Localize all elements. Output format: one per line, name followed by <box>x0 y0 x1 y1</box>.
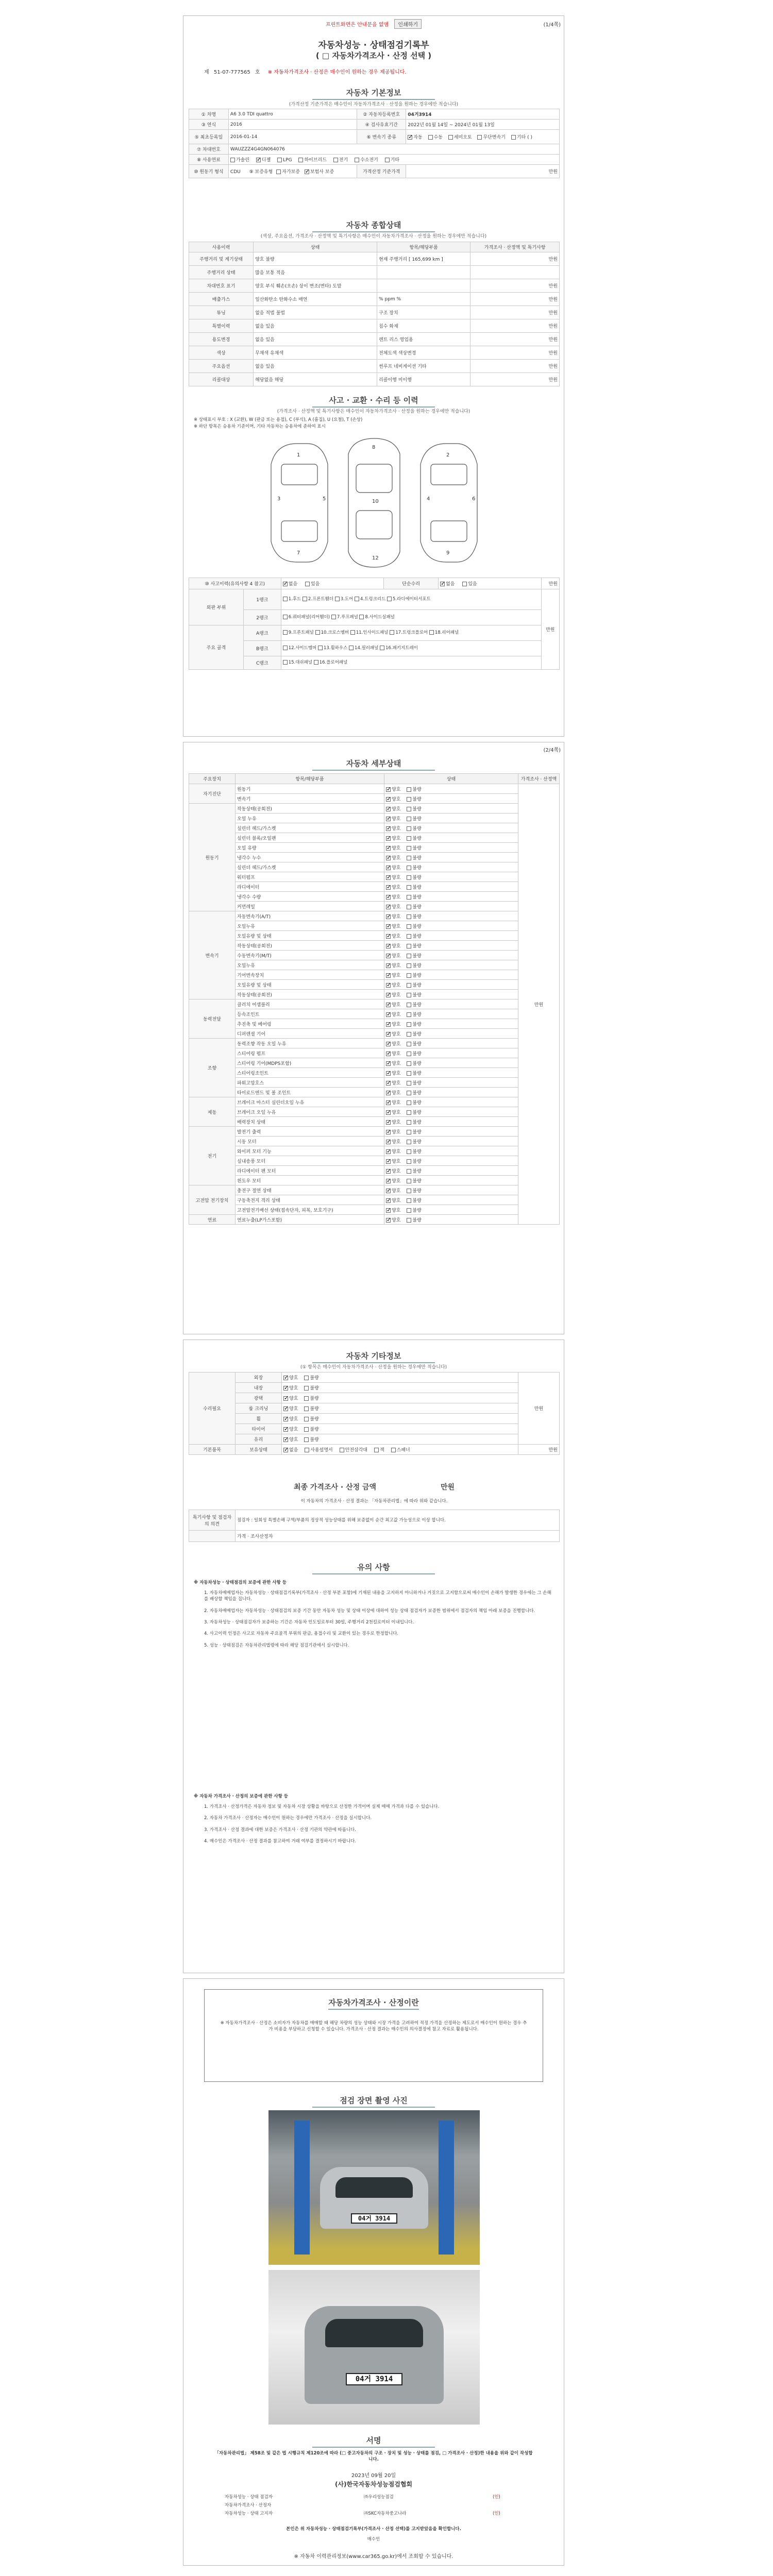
bad-checkbox[interactable] <box>407 885 411 890</box>
good-checkbox[interactable] <box>386 1208 391 1213</box>
etc-bad-checkbox[interactable] <box>304 1406 309 1411</box>
detail-row: 스티어링조인트 ✓ 양호 불량 <box>189 1068 560 1078</box>
good-checkbox[interactable] <box>386 1091 391 1095</box>
detail-row: 고전압 전기장치 충전구 절연 상태 ✓ 양호 불량 <box>189 1185 560 1195</box>
page-3 <box>183 1340 564 1973</box>
trans-manual-checkbox[interactable] <box>428 135 433 140</box>
sign-date: 2023년 09월 20일 <box>351 2473 396 2479</box>
detail-row: 실내송풍 모터 ✓ 양호 불량 <box>189 1156 560 1166</box>
fuel-diesel-checkbox[interactable] <box>256 158 261 162</box>
bad-checkbox[interactable] <box>407 1032 411 1037</box>
sign-company: (사)한국자동차성능점검협회 <box>334 2481 413 2488</box>
good-checkbox[interactable] <box>386 1012 391 1017</box>
trans-auto-checkbox[interactable] <box>408 135 412 140</box>
detail-heading: 자동차 세부상태 <box>312 758 435 771</box>
etc-good-checkbox[interactable] <box>283 1437 288 1442</box>
good-checkbox[interactable] <box>386 846 391 851</box>
b-rank-items: 12.사이드멤버 13.휠하우스 14.필러패널 16.패키지트레이 <box>281 641 541 656</box>
caution-item: 1. 자동차매매업자는 자동차성능 · 상태점검기록부(가격조사 · 산정 부분 포함)에 기재된 내용을 고지하지 아니하거나 거짓으로 고지함으로써 매수인이 손해가 발생한 경우에는 그 손해를 배상할 책임을 집니다. <box>204 1590 551 1602</box>
good-checkbox[interactable] <box>386 1198 391 1203</box>
bad-checkbox[interactable] <box>407 1042 411 1046</box>
warranty-self-checkbox[interactable] <box>276 170 281 174</box>
etc-bad-checkbox[interactable] <box>304 1376 309 1380</box>
general-row: 리콜대상 해당없음 해당 리콜이행 미이행 만원 <box>189 373 560 386</box>
warranty-ins-checkbox[interactable] <box>305 170 309 174</box>
detail-row: 제동 브레이크 마스터 실린더오일 누유 ✓ 양호 불량 <box>189 1097 560 1107</box>
page-title: 자동차성능 · 상태점검기록부 <box>318 40 429 50</box>
final-statement: 이 자동차의 가격조사 · 산정 결과는 「자동차관리법」에 따라 위와 같습니다. <box>300 1499 448 1504</box>
good-checkbox[interactable] <box>386 1169 391 1174</box>
good-checkbox[interactable] <box>386 954 391 958</box>
bad-checkbox[interactable] <box>407 1071 411 1076</box>
price-guide-box <box>204 1989 543 2082</box>
bad-checkbox[interactable] <box>407 1179 411 1183</box>
good-checkbox[interactable] <box>386 895 391 900</box>
good-checkbox[interactable] <box>386 905 391 909</box>
detail-row: 라디에이터 ✓ 양호 불량 <box>189 882 560 892</box>
svg-text:1: 1 <box>297 452 300 458</box>
svg-text:12: 12 <box>372 555 379 561</box>
trans-etc-checkbox[interactable] <box>511 135 516 140</box>
accident-price: 만원 <box>541 578 559 589</box>
good-checkbox[interactable] <box>386 1120 391 1125</box>
fuel-ev-checkbox[interactable] <box>333 158 338 162</box>
general-row: 주요옵션 없음 있음 썬루프 네비게이션 기타 만원 <box>189 360 560 373</box>
detail-row: 스티어링 기어(MDPS포함) ✓ 양호 불량 <box>189 1058 560 1068</box>
svg-text:2: 2 <box>446 452 450 458</box>
svg-text:10: 10 <box>372 499 379 504</box>
plate-1: 04거 3914 <box>351 2213 397 2224</box>
car-name: A6 3.0 TDI quattro <box>228 109 357 120</box>
bad-checkbox[interactable] <box>407 905 411 909</box>
page-number: (1/4쪽) <box>543 22 561 28</box>
fuel-h2-checkbox[interactable] <box>355 158 359 162</box>
good-checkbox[interactable] <box>386 1110 391 1115</box>
detail-row: 기어변속장치 ✓ 양호 불량 <box>189 970 560 980</box>
good-checkbox[interactable] <box>386 826 391 831</box>
general-row: 특별이력 없음 있음 침수 화재 만원 <box>189 319 560 333</box>
price-guide-heading: 자동차가격조사 · 산정이란 <box>328 1997 419 2010</box>
page-1 <box>183 15 564 737</box>
etc-good-checkbox[interactable] <box>283 1427 288 1432</box>
caution-item: 1. 가격조사 · 산정가격은 자동차 정보 및 자동차 시장 상황을 바탕으로 산정한 가격이며 실제 매매 가격과 다를 수 있습니다. <box>204 1804 440 1809</box>
good-checkbox[interactable] <box>386 1052 391 1056</box>
good-checkbox[interactable] <box>386 1140 391 1144</box>
bad-checkbox[interactable] <box>407 973 411 978</box>
final-heading: 최종 가격조사 · 산정 금액 <box>294 1483 377 1492</box>
detail-row: 실린더 헤드/가스켓 ✓ 양호 불량 <box>189 823 560 833</box>
good-checkbox[interactable] <box>386 1159 391 1164</box>
detail-row: 구동축전지 격리 상태 ✓ 양호 불량 <box>189 1195 560 1205</box>
print-notice: 프린트화면은 안내문을 없앰 <box>325 22 389 28</box>
inspect-period: 2022년 01월 14일 ~ 2024년 01월 13일 <box>406 120 560 130</box>
caution-item: 2. 자동차매매업자는 자동차성능 · 상태점검의 보증 기간 동안 자동차 성능 및 상태 이상에 대하여 성능 상태 점검자가 보증한 범위에서 점검자의 책임 아래 보증을 진행합니다. <box>204 1608 535 1614</box>
bad-checkbox[interactable] <box>407 846 411 851</box>
general-row: 배출가스 일산화탄소 탄화수소 매연 % ppm % 만원 <box>189 293 560 306</box>
general-row: 주행거리 및 계기상태 양호 불량 현재 주행거리 [ 165,699 km ] 만원 <box>189 252 560 266</box>
sign-confirm: 본인은 위 자동차성능 · 상태점검기록부(가격조사 · 산정 선택)를 고지받았음을 확인합니다. <box>286 2527 461 2532</box>
page-subtitle: ( □ 자동차가격조사 · 산정 선택 ) <box>315 51 432 60</box>
detail-row: 디퍼렌셜 기어 ✓ 양호 불량 <box>189 1029 560 1039</box>
general-row: 튜닝 없음 적법 불법 구조 장치 만원 <box>189 306 560 319</box>
detail-row: 브레이크 오일 누유 ✓ 양호 불량 <box>189 1107 560 1117</box>
etc-row: 룸 크리닝 ✓ 양호 불량 <box>189 1403 560 1414</box>
detail-row: 커먼레일 ✓ 양호 불량 <box>189 902 560 911</box>
svg-text:4: 4 <box>427 496 430 502</box>
basic-items-status: ✓ 없음 사용설명서 안전삼각대 잭 스패너 <box>282 1445 518 1455</box>
plate-2: 04거 3914 <box>346 2373 402 2385</box>
bad-checkbox[interactable] <box>407 1110 411 1115</box>
etc-row: 휠 ✓ 양호 불량 <box>189 1414 560 1424</box>
a-rank-items: 9.프론트패널 10.크로스멤버 11.인사이드패널 17.트렁크플로어 18.리어패널 <box>281 625 541 641</box>
bad-checkbox[interactable] <box>407 914 411 919</box>
bad-checkbox[interactable] <box>407 1189 411 1193</box>
outer-rank2-items: 6.쿼터패널(리어휀더) 7.루프패널 8.사이드실패널 <box>281 610 541 625</box>
bad-checkbox[interactable] <box>407 1169 411 1174</box>
transmission-options: ✓ 자동 수동 세미오토 무단변속기 기타 ( ) <box>406 130 560 144</box>
bad-checkbox[interactable] <box>407 787 411 792</box>
detail-row: 전기 발전기 출력 ✓ 양호 불량 <box>189 1127 560 1137</box>
general-row: 용도변경 없음 있음 렌트 리스 영업용 만원 <box>189 333 560 346</box>
good-checkbox[interactable] <box>386 797 391 802</box>
simple-yes-checkbox[interactable] <box>462 582 467 586</box>
accident-note: (가격조사 · 산정액 및 특기사항은 매수인이 자동차가격조사 · 산정을 원하는 경우에만 적습니다) <box>277 409 470 414</box>
engine-type: CDU ⑨ 보증유형 자가보증 ✓ 보험사 보증 <box>228 165 357 178</box>
inspector-name: ㈜우리성능점검 <box>364 2495 394 2500</box>
good-checkbox[interactable] <box>386 1218 391 1223</box>
detail-row: 오일유량 및 상태 ✓ 양호 불량 <box>189 980 560 990</box>
accident-none-checkbox[interactable] <box>283 582 288 586</box>
good-checkbox[interactable] <box>386 1130 391 1134</box>
bad-checkbox[interactable] <box>407 954 411 958</box>
bad-checkbox[interactable] <box>407 1208 411 1213</box>
caution-p2-title: ※ 자동차 가격조사 · 산정의 보증에 관한 사항 등 <box>194 1794 288 1799</box>
general-row: 주행거리 상태 많음 보통 적음 <box>189 266 560 279</box>
etc-good-checkbox[interactable] <box>283 1376 288 1380</box>
opinion-text: 점검자 : 일회성 특별손해 구역/부품의 정상적 성능상태를 위해 보증없이 순간 최고값 가능성으로 이상 합니다. <box>236 1510 560 1531</box>
good-checkbox[interactable] <box>386 944 391 948</box>
accident-legend: ※ 상태표시 부호 : X (교환), W (판금 또는 용접), C (부식), A (흠집), U (요철), T (손상) <box>194 417 363 422</box>
good-checkbox[interactable] <box>386 1081 391 1086</box>
caution-p2-list <box>204 1804 554 1850</box>
accident-table: ⑩ 사고이력(유의사항 4 참고) ✓ 없음 있음 단순수리 ✓ 없음 있음 만원 외판 부위 1랭크 1.후드 2.프론트휀더 3.도어 4.트렁크리드 5.라디에이터서포트 만원 2랭크 6.쿼터패널(리어휀더) 7.루프패널 8.사이드실패널 주요 골격 A랭크 9.프론트패널 10.크로스멤버 11.인사이드패널 17.트렁크플로어 18.리어패널 B랭크 12.사이드멤버 13.휠하우스 14.필러패널 16.패키지트레이 C랭크 15.대쉬패널 16.플로어패널 <box>189 578 560 670</box>
bad-checkbox[interactable] <box>407 963 411 968</box>
caution-heading: 유의 사항 <box>312 1562 435 1574</box>
detail-row: 작동상태(공회전) ✓ 양호 불량 <box>189 990 560 999</box>
detail-row: 라디에이터 팬 모터 ✓ 양호 불량 <box>189 1166 560 1176</box>
trans-semi-checkbox[interactable] <box>448 135 453 140</box>
etc-bad-checkbox[interactable] <box>304 1386 309 1391</box>
detail-row: 실린더 블록/오일팬 ✓ 양호 불량 <box>189 833 560 843</box>
caution-item: 4. 매수인은 가격조사 · 산정 결과를 참고하여 거래 여부를 결정하시기 바랍니다. <box>204 1838 357 1844</box>
inspection-photo-2 <box>268 2270 480 2425</box>
detail-row: 동력전달 클러치 어셈블리 ✓ 양호 불량 <box>189 999 560 1009</box>
bad-checkbox[interactable] <box>407 856 411 860</box>
bad-checkbox[interactable] <box>407 944 411 948</box>
fuel-lpg-checkbox[interactable] <box>277 158 282 162</box>
detail-row: 조향 동력조향 작동 오일 누유 ✓ 양호 불량 <box>189 1039 560 1048</box>
good-checkbox[interactable] <box>386 856 391 860</box>
page-2 <box>183 742 564 1334</box>
final-amount-unit: 만원 <box>440 1483 455 1492</box>
detail-row: 등속조인트 ✓ 양호 불량 <box>189 1009 560 1019</box>
good-checkbox[interactable] <box>386 993 391 997</box>
footer-note: ※ 자동차 이력관리정보(www.car365.go.kr)에서 조회할 수 있습니다. <box>294 2554 453 2560</box>
print-button[interactable]: 인쇄하기 <box>394 19 422 29</box>
fuel-hybrid-checkbox[interactable] <box>298 158 303 162</box>
bad-checkbox[interactable] <box>407 1091 411 1095</box>
good-checkbox[interactable] <box>386 836 391 841</box>
detail-table: 주요장치 항목/해당부품 상태 가격조사 · 산정액 자기진단 원동기 ✓ 양호 불량 만원 변속기 ✓ 양호 불량 원동기 작동상태(공회전) ✓ 양호 불량 오일 누유 ✓ 양호 불량 실린더 헤드/가스켓 ✓ 양호 불량 실린더 블록/오일팬 ✓ 양호 불량 오일 유량 ✓ 양호 불량 냉각수 누수 ✓ 양호 불량 실린더 헤드/가스켓 ✓ 양호 불량 워터펌프 ✓ 양호 불량 라디에이터 ✓ 양호 불량 냉각수 수량 ✓ 양호 불량 커먼레일 ✓ 양호 불량 변속기 자동변속기(A/T) ✓ 양호 불량 오일누유 ✓ 양호 불량 오일유량 및 상태 ✓ 양호 불량 작동상태(공회전) ✓ 양호 불량 수동변속기(M/T) ✓ 양호 불량 오일누유 ✓ 양호 불량 기어변속장치 ✓ 양호 불량 오일유량 및 상태 ✓ 양호 불량 작동상태(공회전) ✓ 양호 불량 동력전달 클러치 어셈블리 ✓ 양호 불량 등속조인트 ✓ 양호 불량 추진축 및 베어링 ✓ 양호 불량 디퍼렌셜 기어 ✓ 양호 불량 조향 동력조향 작동 오일 누유 ✓ 양호 불량 스티어링 펌프 ✓ 양호 불량 스티어링 기어(MDPS포함) ✓ 양호 불량 스티어링조인트 ✓ 양호 불량 파워고압호스 ✓ 양호 불량 타이로드엔드 및 볼 조인트 ✓ 양호 불량 제동 브레이크 마스터 실린더오일 누유 ✓ 양호 불량 브레이크 오일 누유 ✓ 양호 불량 배력장치 상태 ✓ 양호 불량 전기 발전기 출력 ✓ 양호 불량 시동 모터 ✓ 양호 불량 와이퍼 모터 기능 ✓ 양호 불량 실내송풍 모터 ✓ 양호 불량 라디에이터 팬 모터 ✓ 양호 불량 윈도우 모터 ✓ 양호 불량 고전압 전기장치 충전구 절연 상태 ✓ 양호 불량 구동축전지 격리 상태 ✓ 양호 불량 고전압전기배선 상태(접속단자, 피복, 보호기구) ✓ 양호 불량 연료 연료누출(LP가스포함) ✓ 양호 불량 <box>189 773 560 1225</box>
detail-row: 워터펌프 ✓ 양호 불량 <box>189 872 560 882</box>
first-reg-date: 2016-01-14 <box>228 130 357 144</box>
warning-text: ※ 자동차가격조사 · 산정은 매수인이 원하는 경우 제공됩니다. <box>267 70 407 75</box>
detail-row: 파워고압호스 ✓ 양호 불량 <box>189 1078 560 1088</box>
bad-checkbox[interactable] <box>407 826 411 831</box>
sign-heading: 서명 <box>312 2435 435 2448</box>
etc-row: 유리 ✓ 양호 불량 <box>189 1434 560 1445</box>
svg-text:6: 6 <box>472 496 476 502</box>
trans-cvt-checkbox[interactable] <box>477 135 482 140</box>
good-checkbox[interactable] <box>386 866 391 870</box>
svg-text:9: 9 <box>446 550 450 556</box>
good-checkbox[interactable] <box>386 875 391 880</box>
price-guide-text: ※ 자동차가격조사 · 산정은 소비자가 자동차를 매매할 때 해당 차량의 성능 상태와 시장 가격을 고려하여 적정 가격을 산정하는 제도로서 매수인이 원하는 경우 추가 비용을 부담하고 신청할 수 있습니다. 가격조사 · 산정 결과는 매수인의 의사결정에 참고 자료로 활용됩니다. <box>220 2021 527 2032</box>
bad-checkbox[interactable] <box>407 1140 411 1144</box>
good-checkbox[interactable] <box>386 963 391 968</box>
bad-checkbox[interactable] <box>407 1022 411 1027</box>
etc-bad-checkbox[interactable] <box>304 1396 309 1401</box>
dealer-name: ㈜SKC자동차중고나라 <box>364 2511 407 2516</box>
detail-row: 와이퍼 모터 기능 ✓ 양호 불량 <box>189 1146 560 1156</box>
good-checkbox[interactable] <box>386 1061 391 1066</box>
photos-heading: 점검 장면 촬영 사진 <box>312 2095 435 2108</box>
etc-bad-checkbox[interactable] <box>304 1427 309 1432</box>
detail-row: 작동상태(공회전) ✓ 양호 불량 <box>189 941 560 951</box>
basic-info-table: ① 차명 A6 3.0 TDI quattro ② 자동차등록번호 04거3914 ③ 연식 2016 ④ 검사유효기간 2022년 01월 14일 ~ 2024년 01월 13일 ⑤ 최초등록일 2016-01-14 ⑥ 변속기 종류 ✓ 자동 수동 세미오토 무단변속기 기타 ( ) ⑦ 차대번호 WAUZZZ4G4GN064076 ⑧ 사용연료 가솔린 ✓ 디젤 LPG 하이브리드 전기 수소전기 기타 ⑩ 원동기 형식 CDU ⑨ 보증유형 자가보증 ✓ 보험사 보증 가격산정 기준가격 만원 <box>189 109 560 178</box>
detail-row: 변속기 자동변속기(A/T) ✓ 양호 불량 <box>189 911 560 921</box>
good-checkbox[interactable] <box>386 924 391 929</box>
good-checkbox[interactable] <box>386 885 391 890</box>
doc-number: 51-07-777565 <box>213 70 250 75</box>
page-4 <box>183 1978 564 2566</box>
c-rank-items: 15.대쉬패널 16.플로어패널 <box>281 656 541 670</box>
doc-number-row: 제 51-07-777565 호 ※ 자동차가격조사 · 산정은 매수인이 원하는 경우 제공됩니다. <box>204 70 407 75</box>
bad-checkbox[interactable] <box>407 924 411 929</box>
detail-row: 스티어링 펌프 ✓ 양호 불량 <box>189 1048 560 1058</box>
caution-item: 2. 자동차 가격조사 · 산정자는 매수인이 원하는 경우에만 가격조사 · 산정을 실시합니다. <box>204 1816 372 1821</box>
general-heading: 자동차 종합상태 <box>312 219 435 232</box>
detail-row: 윈도우 모터 ✓ 양호 불량 <box>189 1176 560 1185</box>
good-checkbox[interactable] <box>386 1179 391 1183</box>
general-table: 사용이력 상태 항목/해당부품 가격조사 · 산정액 및 특기사항 주행거리 및 계기상태 양호 불량 현재 주행거리 [ 165,699 km ] 만원 주행거리 상태 많음 보통 적음 차대번호 표기 양호 부식 훼손(오손) 상이 변조(변타) 도말 만원 배출가스 일산화탄소 탄화수소 매연 % ppm % 만원 튜닝 없음 적법 불법 구조 장치 만원 특별이력 없음 있음 침수 화재 만원 용도변경 없음 있음 렌트 리스 영업용 만원 색상 무채색 유채색 전체도색 색상변경 만원 주요옵션 없음 있음 썬루프 네비게이션 기타 만원 리콜대상 해당없음 해당 리콜이행 미이행 만원 <box>189 242 560 386</box>
etc-good-checkbox[interactable] <box>283 1417 288 1421</box>
outer-rank1-items: 1.후드 2.프론트휀더 3.도어 4.트렁크리드 5.라디에이터서포트 <box>281 589 541 610</box>
good-checkbox[interactable] <box>386 807 391 811</box>
detail-row: 실린더 헤드/가스켓 ✓ 양호 불량 <box>189 862 560 872</box>
good-checkbox[interactable] <box>386 914 391 919</box>
etc-good-checkbox[interactable] <box>283 1396 288 1401</box>
etc-bad-checkbox[interactable] <box>304 1437 309 1442</box>
good-checkbox[interactable] <box>386 1100 391 1105</box>
inspection-photo-1 <box>268 2110 480 2265</box>
header-bar <box>183 19 564 29</box>
etc-row: 타이어 ✓ 양호 불량 <box>189 1424 560 1434</box>
bad-checkbox[interactable] <box>407 1218 411 1223</box>
bad-checkbox[interactable] <box>407 1120 411 1125</box>
sign-law-text: 「자동차관리법」 제58조 및 같은 법 시행규칙 제120조에 따라 (□ 중고자동차의 구조 · 장치 및 성능 · 상태를 점검, □ 가격조사 · 산정)한 내용을 위와 같이 작성합니다. <box>214 2451 533 2463</box>
good-checkbox[interactable] <box>386 1189 391 1193</box>
etc-row: 수리필요 외장 ✓ 양호 불량 만원 <box>189 1372 560 1383</box>
bad-checkbox[interactable] <box>407 1159 411 1164</box>
basic-info-note: (가격산정 기준가격은 매수인이 자동차가격조사 · 산정을 원하는 경우에만 적습니다) <box>289 102 459 107</box>
fuel-options: 가솔린 ✓ 디젤 LPG 하이브리드 전기 수소전기 기타 <box>228 155 559 165</box>
accident-status: ✓ 없음 있음 <box>281 578 383 589</box>
bad-checkbox[interactable] <box>407 993 411 997</box>
bad-checkbox[interactable] <box>407 817 411 821</box>
good-checkbox[interactable] <box>386 1042 391 1046</box>
fuel-gas-checkbox[interactable] <box>230 158 235 162</box>
svg-text:3: 3 <box>277 496 281 502</box>
accident-heading: 사고 · 교환 · 수리 등 이력 <box>312 395 435 408</box>
bad-checkbox[interactable] <box>407 797 411 802</box>
bad-checkbox[interactable] <box>407 1052 411 1056</box>
caution-item: 3. 가격조사 · 산정 결과에 대한 보증은 가격조사 · 산정 기관의 약관에 따릅니다. <box>204 1827 356 1833</box>
base-price: 만원 <box>406 165 560 178</box>
good-checkbox[interactable] <box>386 934 391 939</box>
bad-checkbox[interactable] <box>407 866 411 870</box>
fuel-etc-checkbox[interactable] <box>385 158 390 162</box>
caution-item: 3. 자동차성능 · 상태점검자가 보증하는 기간은 자동차 인도일로부터 30일, 주행거리 2천킬로미터 이내입니다. <box>204 1619 414 1625</box>
bad-checkbox[interactable] <box>407 983 411 988</box>
caution-p1-title: ※ 자동차성능 · 상태점검의 보증에 관한 사항 등 <box>194 1580 287 1585</box>
final-price-section: 최종 가격조사 · 산정 금액 만원 이 자동차의 가격조사 · 산정 결과는 「자동차관리법」에 따라 위와 같습니다. 특기사항 및 점검자의 의견 점검자 : 일회성 특별손해 구역/부품의 정상적 성능상태를 위해 보증없이 순간 최고값 가능성으로 이상 합니다. 가격 · 조사산정자 <box>189 1482 560 1542</box>
detail-row: 수동변속기(M/T) ✓ 양호 불량 <box>189 951 560 960</box>
bad-checkbox[interactable] <box>407 934 411 939</box>
detail-row: 오일유량 및 상태 ✓ 양호 불량 <box>189 931 560 941</box>
detail-row: 연료 연료누출(LP가스포함) ✓ 양호 불량 <box>189 1215 560 1225</box>
detail-row: 배력장치 상태 ✓ 양호 불량 <box>189 1117 560 1127</box>
page-number-2: (2/4쪽) <box>543 748 561 753</box>
detail-row: 냉각수 수량 ✓ 양호 불량 <box>189 892 560 902</box>
good-checkbox[interactable] <box>386 973 391 978</box>
detail-row: 오일누유 ✓ 양호 불량 <box>189 921 560 931</box>
general-row: 차대번호 표기 양호 부식 훼손(오손) 상이 변조(변타) 도말 만원 <box>189 279 560 293</box>
model-year: 2016 <box>228 120 357 130</box>
bad-checkbox[interactable] <box>407 1003 411 1007</box>
detail-row: 오일 누유 ✓ 양호 불량 <box>189 814 560 823</box>
good-checkbox[interactable] <box>386 1149 391 1154</box>
bad-checkbox[interactable] <box>407 1061 411 1066</box>
svg-text:5: 5 <box>323 496 326 502</box>
good-checkbox[interactable] <box>386 817 391 821</box>
price-examiner-label: 가격 · 조사산정자 <box>236 1531 560 1542</box>
good-checkbox[interactable] <box>386 1003 391 1007</box>
bad-checkbox[interactable] <box>407 836 411 841</box>
caution-p1-list <box>204 1590 554 1654</box>
detail-row: 시동 모터 ✓ 양호 불량 <box>189 1137 560 1146</box>
bad-checkbox[interactable] <box>407 1100 411 1105</box>
vin-number: WAUZZZ4G4GN064076 <box>228 144 559 155</box>
caution-item: 5. 성능 · 상태점검은 자동차관리법령에 따라 해당 점검기관에서 실시합니다. <box>204 1642 349 1648</box>
car-diagram <box>250 433 498 572</box>
detail-row: 원동기 작동상태(공회전) ✓ 양호 불량 <box>189 804 560 814</box>
reg-number: 04거3914 <box>406 109 560 120</box>
detail-row: 추진축 및 베어링 ✓ 양호 불량 <box>189 1019 560 1029</box>
bad-checkbox[interactable] <box>407 875 411 880</box>
good-checkbox[interactable] <box>386 1071 391 1076</box>
detail-row: 자기진단 원동기 ✓ 양호 불량 만원 <box>189 784 560 794</box>
detail-row: 오일 유량 ✓ 양호 불량 <box>189 843 560 853</box>
caution-item: 4. 사고이력 인정은 사고로 자동차 주요골격 부위의 판금, 용접수리 및 교환이 있는 경우로 한정합니다. <box>204 1631 399 1637</box>
detail-row: 냉각수 누수 ✓ 양호 불량 <box>189 853 560 862</box>
etc-table: 수리필요 외장 ✓ 양호 불량 만원 내장 ✓ 양호 불량 광택 ✓ 양호 불량 룸 크리닝 ✓ 양호 불량 휠 ✓ 양호 불량 타이어 ✓ 양호 불량 유리 ✓ 양호 불량 기본품목 보유상태 ✓ 없음 사용설명서 안전삼각대 잭 스패너 만원 <box>189 1372 560 1455</box>
svg-text:7: 7 <box>297 550 300 556</box>
basic-info-heading: 자동차 기본정보 <box>312 87 435 100</box>
etc-heading: 자동차 기타정보 <box>312 1350 435 1363</box>
good-checkbox[interactable] <box>386 787 391 792</box>
frame-price: 만원 <box>541 589 559 670</box>
etc-row: 내장 ✓ 양호 불량 <box>189 1383 560 1393</box>
bad-checkbox[interactable] <box>407 1198 411 1203</box>
etc-good-checkbox[interactable] <box>283 1406 288 1411</box>
good-checkbox[interactable] <box>386 1022 391 1027</box>
simple-repair-status: ✓ 없음 있음 <box>439 578 542 589</box>
detail-row: 고전압전기배선 상태(접속단자, 피복, 보호기구) ✓ 양호 불량 <box>189 1205 560 1215</box>
general-row: 색상 무채색 유채색 전체도색 색상변경 만원 <box>189 346 560 360</box>
bad-checkbox[interactable] <box>407 895 411 900</box>
simple-none-checkbox[interactable] <box>440 582 445 586</box>
accident-yes-checkbox[interactable] <box>305 582 310 586</box>
bad-checkbox[interactable] <box>407 807 411 811</box>
bad-checkbox[interactable] <box>407 1012 411 1017</box>
detail-row: 오일누유 ✓ 양호 불량 <box>189 960 560 970</box>
bad-checkbox[interactable] <box>407 1149 411 1154</box>
etc-bad-checkbox[interactable] <box>304 1417 309 1421</box>
etc-good-checkbox[interactable] <box>283 1386 288 1391</box>
good-checkbox[interactable] <box>386 1032 391 1037</box>
etc-row: 광택 ✓ 양호 불량 <box>189 1393 560 1403</box>
buyer-label: 매수인 <box>367 2537 380 2542</box>
good-checkbox[interactable] <box>386 983 391 988</box>
svg-text:8: 8 <box>372 445 376 450</box>
bad-checkbox[interactable] <box>407 1130 411 1134</box>
detail-row: 타이로드엔드 및 볼 조인트 ✓ 양호 불량 <box>189 1088 560 1097</box>
etc-note: (① 항목은 매수인이 자동차가격조사 · 산정을 원하는 경우에만 적습니다) <box>300 1365 447 1370</box>
detail-row: 변속기 ✓ 양호 불량 <box>189 794 560 804</box>
general-note: (색상, 주요옵션, 가격조사 · 산정액 및 특기사항은 매수인이 자동차가격조사 · 산정을 원하는 경우에만 적습니다) <box>260 234 487 239</box>
bad-checkbox[interactable] <box>407 1081 411 1086</box>
sign-table: 자동차성능 · 상태 점검자 ㈜우리성능점검 (인) 자동차가격조사 · 산정자 자동차성능 · 상태 고지자 ㈜SKC자동차중고나라 (인) <box>225 2495 500 2516</box>
accident-legend-2: ※ 하단 항목은 승용차 기준이며, 기타 자동차는 승용차에 준하여 표시 <box>194 424 326 429</box>
